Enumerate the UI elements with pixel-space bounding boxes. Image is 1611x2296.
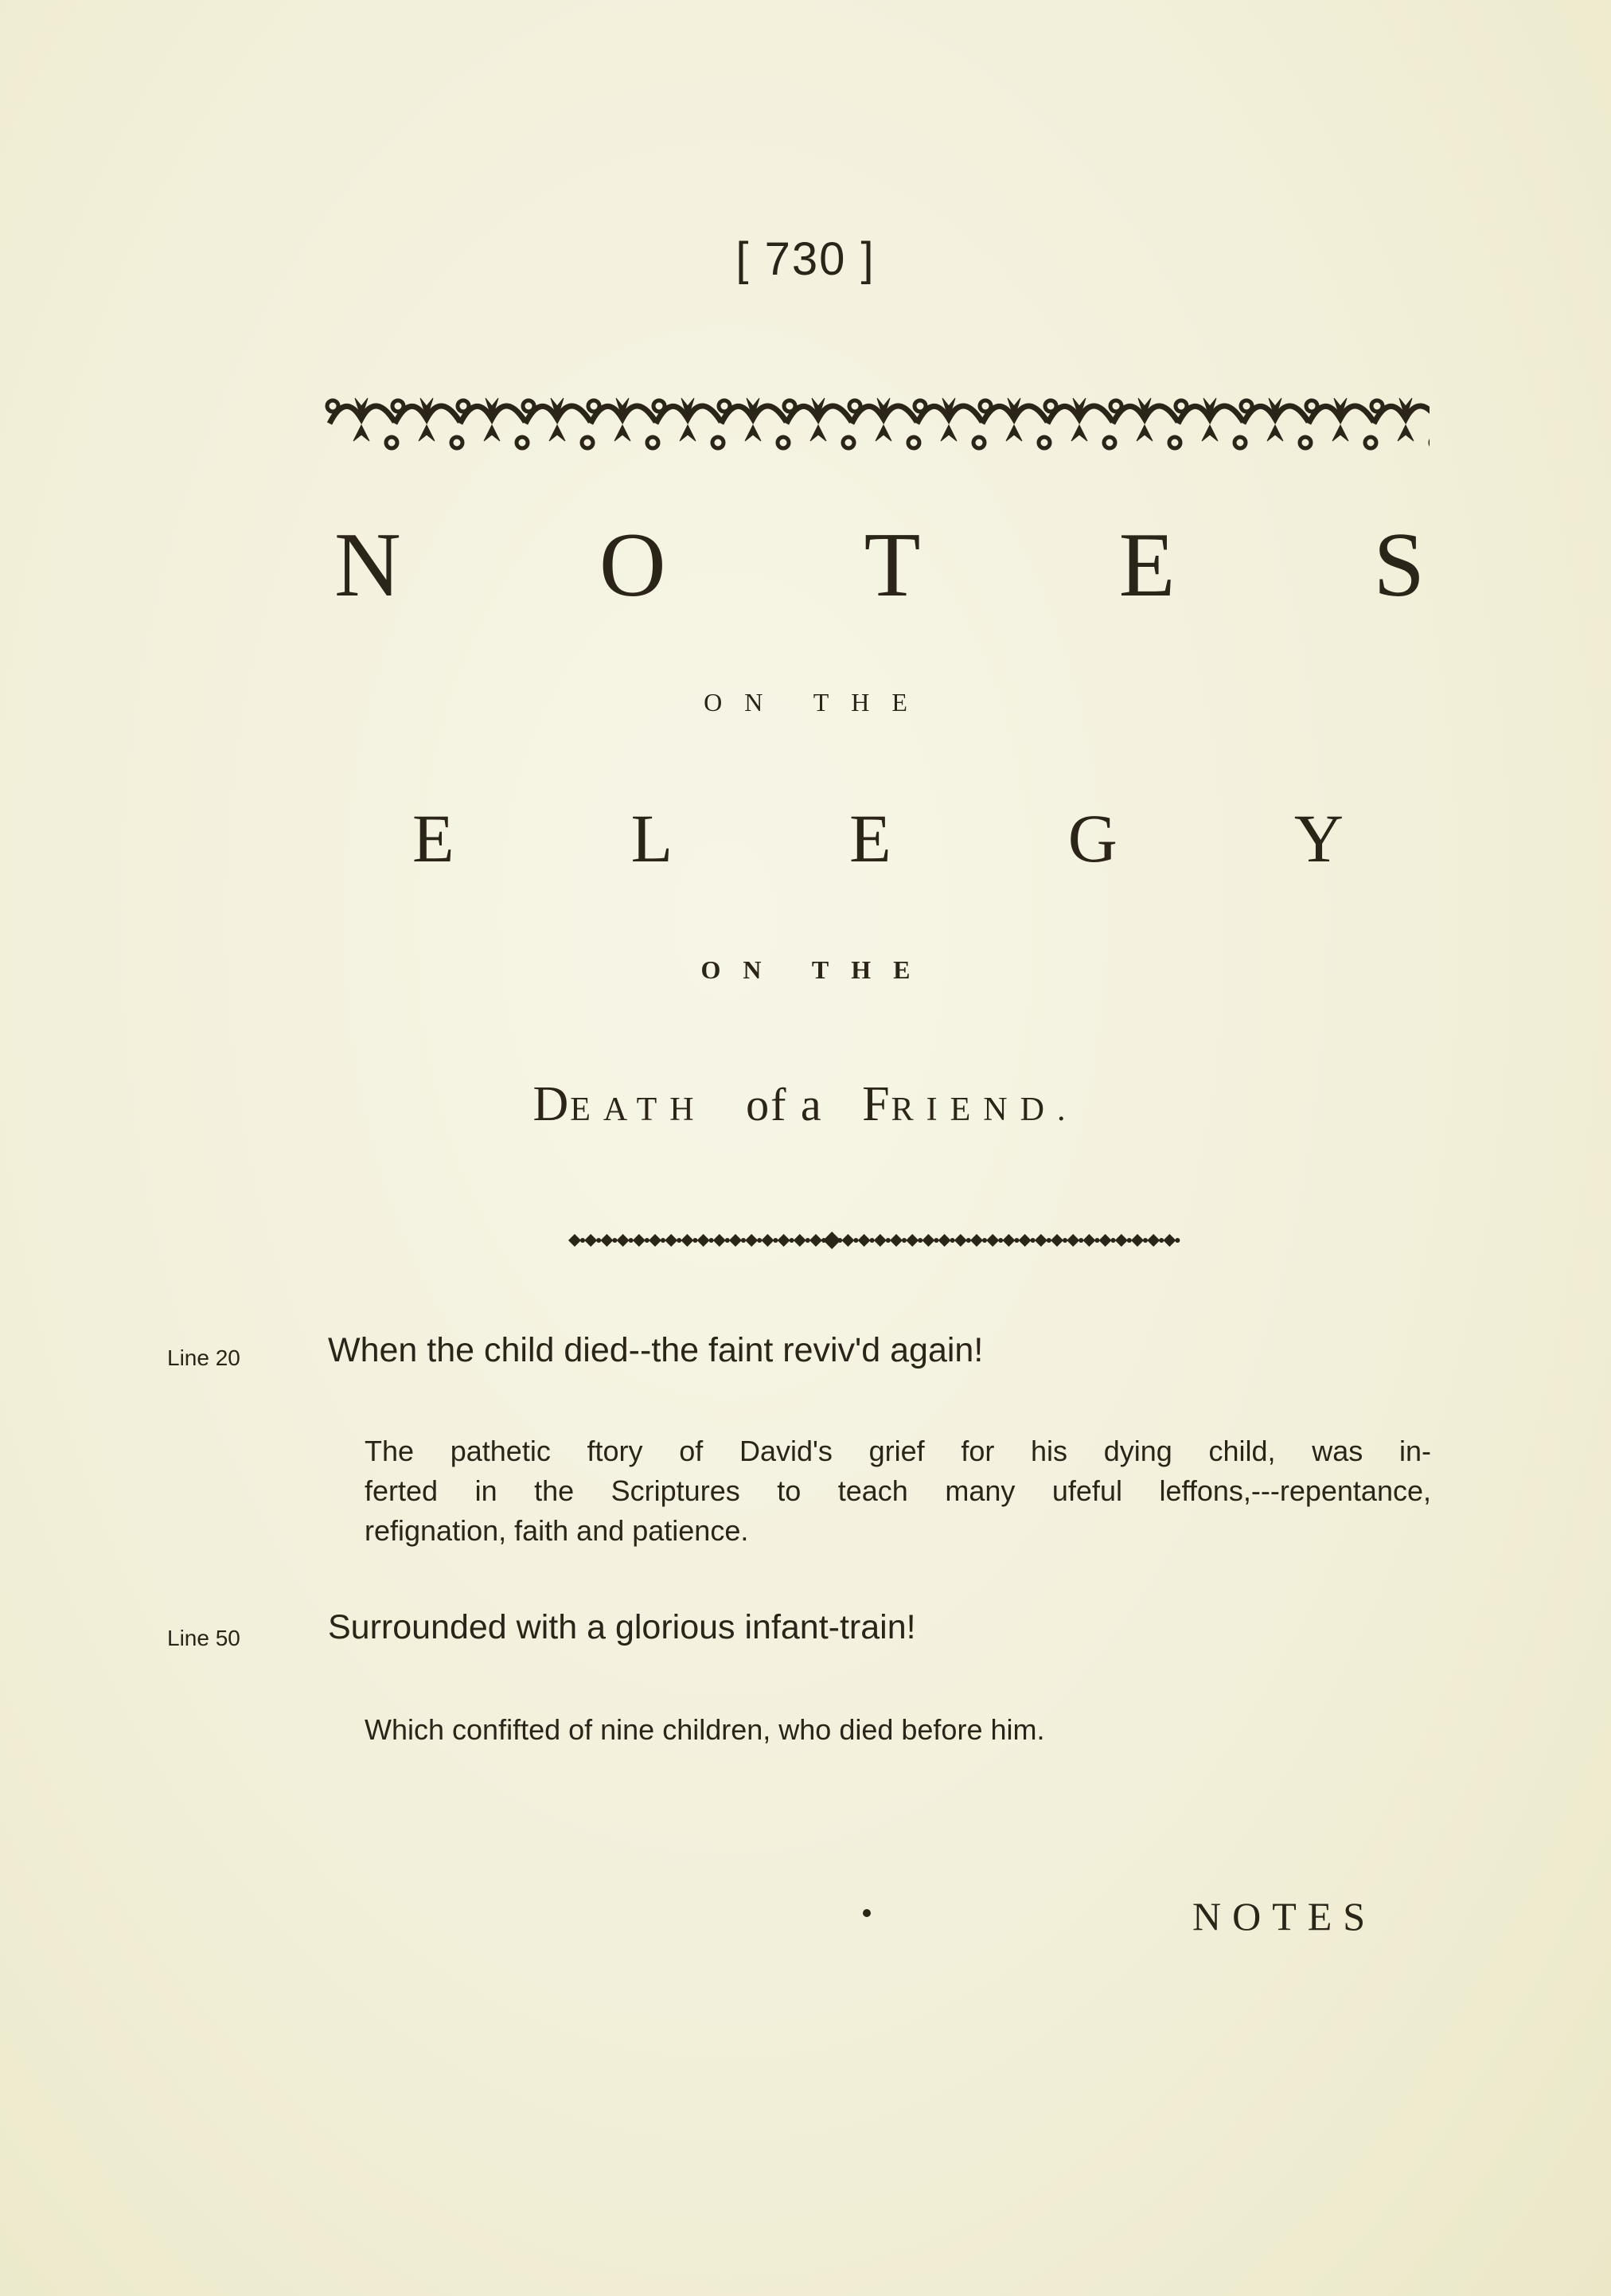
rule-dot xyxy=(725,1238,730,1243)
heading-letter: E xyxy=(1118,514,1176,616)
garland-sprig xyxy=(353,398,369,441)
rule-fleuron xyxy=(617,1234,630,1247)
garland-bud xyxy=(458,400,469,412)
rule-dot xyxy=(1175,1238,1180,1243)
rule-dot xyxy=(837,1238,842,1243)
heading-elegy xyxy=(412,800,1344,877)
garland-bud xyxy=(712,437,724,448)
garland-sprig xyxy=(941,398,957,441)
on-the-label: ON THE xyxy=(704,688,930,717)
subtitle-word: RIEND. xyxy=(891,1091,1079,1128)
garland-bud xyxy=(647,437,658,448)
rule-fleuron xyxy=(858,1234,871,1247)
garland-bud xyxy=(1176,400,1187,412)
garland-sprig xyxy=(549,398,565,441)
rule-fleuron xyxy=(697,1234,710,1247)
rule-dot xyxy=(1159,1238,1164,1243)
rule-dot xyxy=(950,1238,955,1243)
rule-fleuron xyxy=(906,1234,919,1247)
rule-fleuron xyxy=(778,1234,790,1247)
subtitle-initial: D xyxy=(532,1077,571,1131)
rule-dot xyxy=(853,1238,858,1243)
garland-bud xyxy=(908,437,919,448)
rule-dot xyxy=(966,1238,971,1243)
rule-fleuron xyxy=(568,1234,581,1247)
rule-dot xyxy=(1079,1238,1083,1243)
rule-dot xyxy=(1063,1238,1067,1243)
rule-dot xyxy=(998,1238,1003,1243)
garland-bud xyxy=(778,437,789,448)
line-number-label: Line 50 xyxy=(167,1626,240,1650)
commentary-line: The pathetic ftory of David's grief for his dying child, was in- xyxy=(365,1435,1431,1467)
garland-sprig xyxy=(484,398,500,441)
garland-sprig xyxy=(680,398,696,441)
rule-fleuron xyxy=(1082,1234,1095,1247)
garland-bud xyxy=(1104,437,1115,448)
rule-fleuron xyxy=(1019,1234,1032,1247)
quoted-verse: Surrounded with a glorious infant-train! xyxy=(328,1608,916,1646)
garland-bud xyxy=(1110,400,1121,412)
subtitle-word: EATH xyxy=(570,1091,707,1128)
garland-bud xyxy=(1300,437,1311,448)
rule-dot xyxy=(870,1238,875,1243)
garland-bud xyxy=(392,400,404,412)
rule-fleuron xyxy=(584,1234,597,1247)
rule-fleuron xyxy=(970,1234,983,1247)
rule-fleuron xyxy=(681,1234,693,1247)
garland-sprig xyxy=(810,398,826,441)
rule-dot xyxy=(596,1238,601,1243)
garland-sprig xyxy=(1202,398,1218,441)
garland-bud xyxy=(1371,400,1383,412)
rule-fleuron xyxy=(1163,1234,1176,1247)
rule-fleuron xyxy=(1051,1234,1063,1247)
garland-bud xyxy=(849,400,860,412)
rule-fleuron xyxy=(729,1234,742,1247)
heading-notes xyxy=(334,514,1425,616)
rule-dot xyxy=(612,1238,617,1243)
rule-fleuron xyxy=(1131,1234,1144,1247)
garland-bud xyxy=(451,437,462,448)
heading-letter: N xyxy=(334,514,401,616)
garland-bud xyxy=(523,400,534,412)
garland-bud xyxy=(327,400,338,412)
garland-bud xyxy=(1235,437,1246,448)
garland-sprig xyxy=(1267,398,1283,441)
commentary-line: refignation, faith and patience. xyxy=(365,1514,749,1547)
floral-garland-ornament-icon xyxy=(315,379,1430,467)
quoted-verse: When the child died--the faint reviv'd again! xyxy=(328,1331,984,1369)
garland-sprig xyxy=(1071,398,1087,441)
garland-sprig xyxy=(614,398,630,441)
rule-fleuron xyxy=(874,1234,887,1247)
heading-letter: L xyxy=(630,800,673,877)
rule-dot xyxy=(692,1238,697,1243)
rule-fleuron xyxy=(1002,1234,1015,1247)
page-number: [ 730 ] xyxy=(735,233,876,285)
heading-letter: Y xyxy=(1293,800,1344,877)
rule-dot xyxy=(1031,1238,1036,1243)
garland-bud xyxy=(386,437,397,448)
rule-fleuron xyxy=(600,1234,613,1247)
garland-bud xyxy=(784,400,795,412)
garland-sprig xyxy=(745,398,761,441)
heading-letter: T xyxy=(864,514,921,616)
rule-dot xyxy=(790,1238,794,1243)
commentary-line: Which confifted of nine children, who died before him. xyxy=(365,1713,1045,1746)
subtitle-initial: F xyxy=(862,1077,891,1131)
rule-dot xyxy=(982,1238,987,1243)
commentary-line: ferted in the Scriptures to teach many ufeful leffons,---repentance, xyxy=(365,1474,1431,1507)
garland-bud xyxy=(588,400,599,412)
catchword: NOTES xyxy=(1192,1894,1377,1939)
garland-sprig xyxy=(1006,398,1022,441)
garland-bud xyxy=(653,400,665,412)
rule-fleuron xyxy=(649,1234,661,1247)
garland-bud xyxy=(973,437,985,448)
rule-dot xyxy=(741,1238,746,1243)
rule-fleuron xyxy=(745,1234,758,1247)
rule-fleuron xyxy=(1067,1234,1079,1247)
rule-dot xyxy=(677,1238,681,1243)
garland-sprig xyxy=(1398,398,1414,441)
rule-fleuron xyxy=(890,1234,903,1247)
rule-dot xyxy=(1014,1238,1019,1243)
garland-sprig xyxy=(419,398,435,441)
garland-bud xyxy=(1241,400,1252,412)
rule-dot xyxy=(629,1238,634,1243)
rule-dot xyxy=(886,1238,891,1243)
line-number-label: Line 20 xyxy=(167,1345,240,1370)
heading-letter: G xyxy=(1067,800,1118,877)
rule-fleuron xyxy=(954,1234,967,1247)
garland-bud xyxy=(843,437,854,448)
subtitle-death-of-a-friend xyxy=(0,1076,1611,1133)
rule-dot xyxy=(1094,1238,1099,1243)
rule-dot xyxy=(1111,1238,1116,1243)
ornament-rule-icon xyxy=(567,1224,1188,1256)
rule-fleuron xyxy=(665,1234,677,1247)
rule-dot xyxy=(645,1238,649,1243)
rule-dot xyxy=(1143,1238,1148,1243)
rule-dot xyxy=(661,1238,665,1243)
rule-fleuron xyxy=(761,1234,774,1247)
rule-fleuron xyxy=(1147,1234,1160,1247)
heading-letter: E xyxy=(412,800,454,877)
garland-bud xyxy=(980,400,991,412)
rule-fleuron xyxy=(1099,1234,1112,1247)
garland-sprig xyxy=(1332,398,1348,441)
garland-bud xyxy=(1306,400,1317,412)
heading-letter: O xyxy=(599,514,666,616)
ink-speck xyxy=(863,1909,871,1917)
garland-bud xyxy=(1169,437,1180,448)
rule-dot xyxy=(1047,1238,1051,1243)
rule-fleuron xyxy=(713,1234,726,1247)
rule-dot xyxy=(757,1238,762,1243)
rule-dot xyxy=(902,1238,907,1243)
garland-sprig xyxy=(1137,398,1153,441)
rule-fleuron xyxy=(938,1234,951,1247)
rule-fleuron xyxy=(1115,1234,1128,1247)
rule-fleuron xyxy=(1035,1234,1047,1247)
rule-dot xyxy=(918,1238,923,1243)
garland-bud xyxy=(582,437,593,448)
note-commentary xyxy=(365,1431,1431,1551)
rule-dot xyxy=(934,1238,938,1243)
rule-dot xyxy=(1127,1238,1132,1243)
garland-bud xyxy=(719,400,730,412)
on-the-label: ON THE xyxy=(700,955,933,984)
rule-fleuron xyxy=(986,1234,999,1247)
rule-dot xyxy=(580,1238,585,1243)
rule-dot xyxy=(773,1238,778,1243)
rule-fleuron xyxy=(633,1234,646,1247)
rule-dot xyxy=(709,1238,714,1243)
garland-bud xyxy=(1045,400,1056,412)
heading-letter: E xyxy=(849,800,891,877)
garland-sprig xyxy=(876,398,891,441)
rule-dot xyxy=(806,1238,810,1243)
garland-bud xyxy=(1039,437,1050,448)
garland-bud xyxy=(1365,437,1376,448)
rule-fleuron xyxy=(794,1234,806,1247)
garland-bud xyxy=(915,400,926,412)
rule-fleuron xyxy=(841,1234,854,1247)
rule-fleuron xyxy=(922,1234,934,1247)
subtitle-word: of a xyxy=(746,1079,823,1130)
note-commentary xyxy=(365,1710,1431,1750)
heading-letter: S xyxy=(1373,514,1425,616)
rule-fleuron xyxy=(809,1234,822,1247)
garland-bud xyxy=(517,437,528,448)
